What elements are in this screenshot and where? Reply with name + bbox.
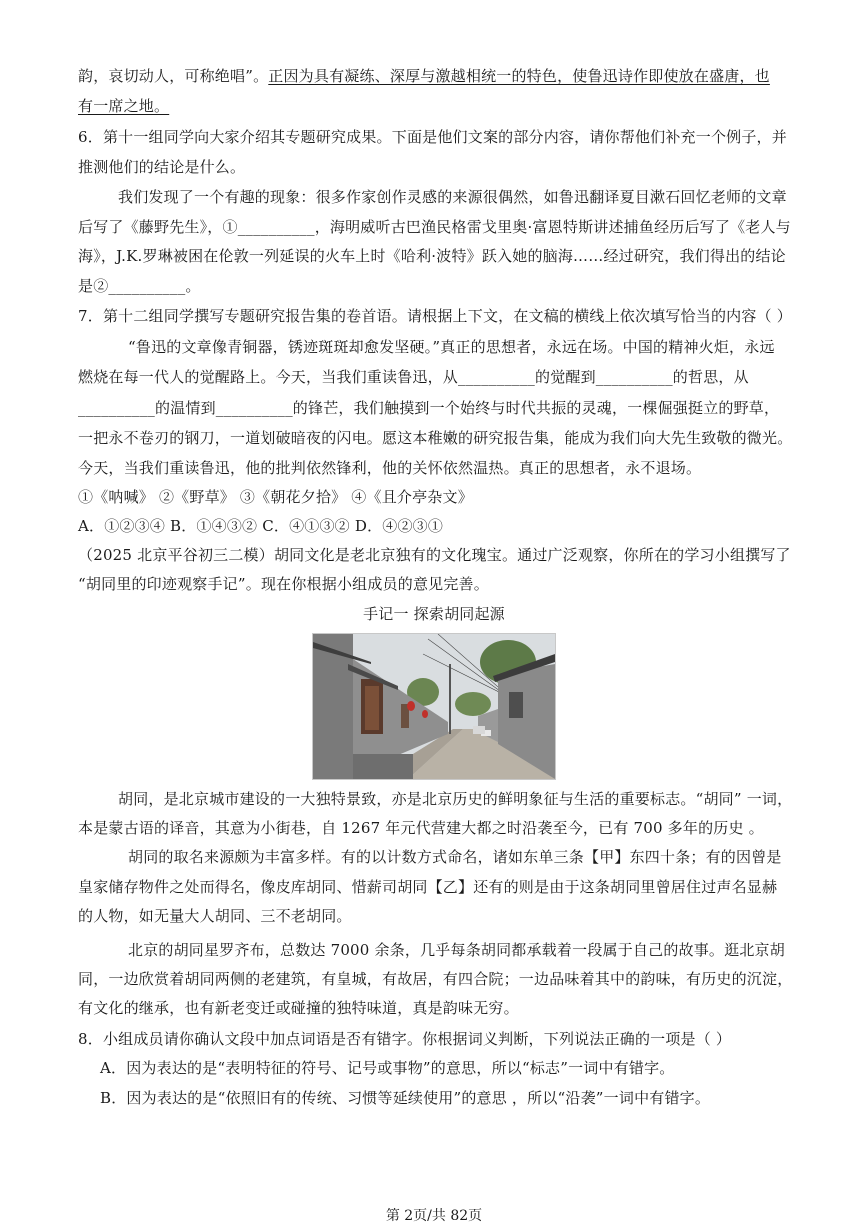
text-line: 后写了《藤野先生》，①__________，海明威听古巴渔民格雷戈里奥·富恩特斯讲述捕鱼经历后写了《老人与 [78, 218, 791, 236]
question-8: 8．小组成员请你确认文段中加点词语是否有错字。你根据词义判断，下列说法正确的一项是（ ） [78, 1030, 732, 1048]
option-list: ①《呐喊》 ②《野草》 ③《朝花夕拾》 ④《且介亭杂文》 [78, 488, 473, 506]
text-line: 皇家储存物件之处而得名，像皮库胡同、惜薪司胡同【乙】还有的则是由于这条胡同里曾居住过声名显赫 [78, 878, 778, 896]
text-line: “胡同里的印迹观察手记”。现在你根据小组成员的意见完善。 [78, 575, 489, 593]
paragraph-3: 北京的胡同星罗齐布，总数达 7000 余条，几乎每条胡同都承载着一段属于自己的故事。逛北京胡 [128, 941, 785, 959]
text-line: 一把永不卷刃的钢刀，一道划破暗夜的闪电。愿这本稚嫩的研究报告集，能成为我们向大先生致敬的微光。 [78, 429, 793, 447]
page-footer: 第 2页/共 82页 [385, 1208, 483, 1224]
answer-choices: A．①②③④ B．①④③② C．④①③② D．④②③① [78, 517, 444, 535]
hutong-photo [312, 633, 556, 780]
text-line: __________的温情到__________的锋芒，我们触摸到一个始终与时代共振的灵魂，一棵倔强挺立的野草， [78, 399, 780, 417]
text-line: 我们发现了一个有趣的现象：很多作家创作灵感的来源很偶然，如鲁迅翻译夏目漱石回忆老师的文章 [118, 188, 787, 206]
text-line: 今天，当我们重读鲁迅，他的批判依然锋利，他的关怀依然温热。真正的思想者，永不退场。 [78, 459, 702, 477]
underlined-text: 有一席之地。 [78, 97, 170, 115]
text-line [78, 66, 790, 86]
intro-text: （2025 北京平谷初三二模）胡同文化是老北京独有的文化瑰宝。通过广泛观察，你所在的学习小组撰写了 [78, 546, 791, 564]
question-6: 6．第十一组同学向大家介绍其专题研究成果。下面是他们文案的部分内容，请你帮他们补充一个例子，并 [78, 128, 787, 146]
text-line: 的人物，如无量大人胡同、三不老胡同。 [78, 907, 352, 925]
text-line: 推测他们的结论是什么。 [78, 158, 246, 176]
text-line: 有文化的继承，也有新老变迁或碰撞的独特味道，真是韵味无穷。 [78, 999, 519, 1017]
text-line: 本是蒙古语的译音，其意为小街巷，自 1267 年元代营建大都之时沿袭至今，已有 700 多年的历史 。 [78, 819, 764, 837]
paragraph-1: 胡同，是北京城市建设的一大独特景致，亦是北京历史的鲜明象征与生活的重要标志。“胡同” 一词， [118, 790, 793, 808]
text-line: 海》，J.K.罗琳被困在伦敦一列延误的火车上时《哈利·波特》跃入她的脑海……经过研究，我们得出的结论 [78, 247, 786, 265]
option-a: A．因为表达的是“表明特征的符号、记号或事物”的意思，所以“标志”一词中有错字。 [100, 1059, 675, 1077]
text-line: “鲁迅的文章像青铜器，锈迹斑斑却愈发坚硬。”真正的思想者，永远在场。中国的精神火炬，永远 [128, 338, 775, 356]
question-7: 7．第十二组同学撰写专题研究报告集的卷首语。请根据上下文，在文稿的横线上依次填写恰当的内容（ ） [78, 307, 792, 325]
text-span: 韵，哀切动人，可称绝唱”。 [78, 67, 269, 85]
note-title: 手记一 探索胡同起源 [363, 605, 505, 623]
paragraph-2: 胡同的取名来源颇为丰富多样。有的以计数方式命名，诸如东单三条【甲】东四十条；有的因曾是 [128, 848, 782, 866]
text-line: 是②__________。 [78, 277, 201, 295]
underlined-text: 正因为具有凝练、深厚与激越相统一的特色，使鲁迅诗作即使放在盛唐，也 [268, 67, 770, 85]
text-line: 同，一边欣赏着胡同两侧的老建筑，有皇城，有故居，有四合院；一边品味着其中的韵味，有历史的沉淀， [78, 970, 793, 988]
option-b: B．因为表达的是“依照旧有的传统、习惯等延续使用”的意思 ，所以“沿袭”一词中有错字。 [100, 1089, 711, 1107]
text-line: 燃烧在每一代人的觉醒路上。今天，当我们重读鲁迅，从__________的觉醒到__________的哲思，从 [78, 368, 749, 386]
